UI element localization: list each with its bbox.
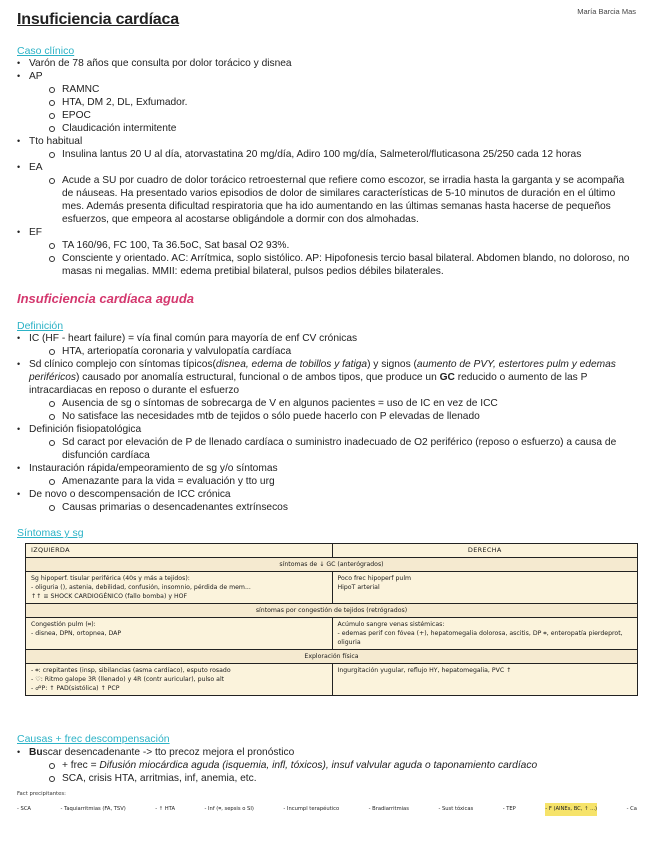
list-item: • Definición fisiopatológica Sd caract por elevación de P de llenado cardíaca o suministro inadecuado de O2 periférico (reposo o esfuerzo) a causa de disfunción cardíaca xyxy=(17,423,632,462)
caso-clinico-list xyxy=(17,57,632,278)
list-item: • EF TA 160/96, FC 100, Ta 36.5oC, Sat basal O2 93%. Consciente y orientado. AC: Arrítmica, soplo sistólico. AP: Hipofonesis tercio basal bilateral. Abdomen blando, no doloroso, no masas ni megalias. MMII: edema pretibial bilateral, pulsos pedios débiles bilaterales. xyxy=(17,226,632,278)
list-item: • Sd clínico complejo con síntomas típicos(disnea, edema de tobillos y fatiga) y signos (aumento de PVY, estertores pulm y edemas periféricos) causado por anomalía estructural, funcional o de ambos tipos, que produce un GC reducido o aumento de las P intracardiacas en reposo o durante el esfuerzo Ausencia de sg o síntomas de sobrecarga de V en algunos pacientes = uso de IC en vez de ICC No satisface las necesidades mtb de tejidos o sólo puede hacerlo con P elevadas de llenado xyxy=(17,358,632,423)
band-exploracion: Exploración física xyxy=(26,650,637,663)
section-causas-heading[interactable]: Causas + frec descompensación xyxy=(17,733,170,745)
list-item: • Buscar desencadenante -> tto precoz mejora el pronóstico + frec = Difusión miocárdica aguda (isquemia, infl, tóxicos), insuf valvular aguda o taponamiento cardíaco SCA, crisis HTA, arritmias, inf, anemia, etc. xyxy=(17,746,632,785)
symptoms-table xyxy=(25,543,638,696)
column-header-right: DERECHA xyxy=(332,544,638,557)
list-item: • EA Acude a SU por cuadro de dolor torácico retroesternal que refiere como escozor, se irradia hasta la garganta y se acompaña de náuseas. Ha presentado varios episodios de dolor de similares características de 5-10 minutos de duración en el último mes. Además presenta dificultad respiratoria que ha ido aumentando en las últimas semanas hasta hacerse de pequeños esfuerzos, que empeora al acostarse obligándole a dormir con dos almohadas. xyxy=(17,161,632,226)
list-subitem: Amenazante para la vida = evaluación y tto urg xyxy=(29,475,632,488)
list-item: • IC (HF - heart failure) = vía final común para mayoría de enf CV crónicas HTA, arteriopatía coronaria y valvulopatía cardíaca xyxy=(17,332,632,358)
precipitants-label: Fact precipitantes: xyxy=(17,791,66,797)
list-item: • De novo o descompensación de ICC crónica Causas primarias o desencadenantes extrínsecos xyxy=(17,488,632,514)
band-congestion: síntomas por congestión de tejidos (retrógrados) xyxy=(26,604,637,617)
definicion-list xyxy=(17,332,632,514)
list-item: • AP RAMNC HTA, DM 2, DL, Exfumador. EPOC Claudicación intermitente xyxy=(17,70,632,135)
section-aguda-heading: Insuficiencia cardíaca aguda xyxy=(17,291,195,306)
band-low-output: síntomas de ↓ GC (anterógrados) xyxy=(26,558,637,571)
list-subitem: HTA, arteriopatía coronaria y valvulopatía cardíaca xyxy=(29,345,632,358)
precipitant-item: - Incumpl terapéutico xyxy=(283,806,340,812)
list-subitem: HTA, DM 2, DL, Exfumador. xyxy=(29,96,632,109)
causas-list xyxy=(17,746,632,785)
precipitant-item: - F (AINEs, BC, ↑ ...) xyxy=(545,803,597,816)
list-subitem: + frec = Difusión miocárdica aguda (isquemia, infl, tóxicos), insuf valvular aguda o taponamiento cardíaco xyxy=(29,759,632,772)
list-subitem: Sd caract por elevación de P de llenado cardíaca o suministro inadecuado de O2 periférico (reposo o esfuerzo) a causa de disfunción cardíaca xyxy=(29,436,632,462)
cell-left-exploracion: - ⌗: crepitantes (insp, sibilancias (asma cardíaco), esputo rosado - ♡: Ritmo galope 3R (llenado) y 4R (contr auricular), pulso alt - ☍P: ↑ PAD(sistólica) ↑ PCP xyxy=(31,667,231,692)
precipitant-item: - Bradiarritmias xyxy=(368,806,409,812)
cell-right-exploracion: Ingurgitación yugular, reflujo HY, hepatomegalia, PVC ↑ xyxy=(332,664,638,695)
list-subitem: Insulina lantus 20 U al día, atorvastatina 20 mg/día, Adiro 100 mg/día, Salmeterol/fluticasona 25/250 cada 12 horas xyxy=(29,148,632,161)
list-subitem: Ausencia de sg o síntomas de sobrecarga de V en algunos pacientes = uso de IC en vez de ICC xyxy=(29,397,632,410)
cell-right-low-output: Poco frec hipoperf pulm HipoT arterial xyxy=(332,572,638,603)
cell-left-congestion: Congestión pulm (⌗): - disnea, DPN, ortopnea, DAP xyxy=(31,621,122,637)
page-title: Insuficiencia cardíaca xyxy=(17,11,179,28)
list-subitem: Causas primarias o desencadenantes extrínsecos xyxy=(29,501,632,514)
list-subitem: RAMNC xyxy=(29,83,632,96)
list-item: • Instauración rápida/empeoramiento de sg y/o síntomas Amenazante para la vida = evaluación y tto urg xyxy=(17,462,632,488)
precipitant-item: - Inf (⌗, sepsis o SI) xyxy=(204,806,254,812)
section-sintomas-heading[interactable]: Síntomas y sg xyxy=(17,527,84,539)
cell-right-congestion: Acúmulo sangre venas sistémicas: - edemas perif con fóvea (+), hepatomegalia dolorosa, ascitis, DP ⌗, enteropatía pierdeprot, oliguria xyxy=(332,618,638,649)
precipitant-item: - SCA xyxy=(17,806,31,812)
list-item: • Varón de 78 años que consulta por dolor torácico y disnea xyxy=(17,57,632,70)
precipitant-item: - Taquiarritmias (FA, TSV) xyxy=(60,806,126,812)
precipitant-item: - ↑ HTA xyxy=(155,806,175,812)
section-caso-clinico-heading[interactable]: Caso clínico xyxy=(17,45,75,57)
list-subitem: Acude a SU por cuadro de dolor torácico retroesternal que refiere como escozor, se irradia hasta la garganta y se acompaña de náuseas. Ha presentado varios episodios de dolor de similares características de 5-10 minutos de duración en el último mes. Además presenta dificultad respiratoria que ha ido aumentando en las últimas semanas hasta hacerse de pequeños esfuerzos, que empeora al acostarse obligándole a dormir con dos almohadas. xyxy=(29,174,632,226)
column-header-left: IZQUIERDA xyxy=(31,546,70,554)
list-item: • Tto habitual Insulina lantus 20 U al día, atorvastatina 20 mg/día, Adiro 100 mg/día, Salmeterol/fluticasona 25/250 cada 12 horas xyxy=(17,135,632,161)
precipitant-item: - Sust tóxicas xyxy=(438,806,474,812)
list-subitem: TA 160/96, FC 100, Ta 36.5oC, Sat basal O2 93%. xyxy=(29,239,632,252)
precipitants-row xyxy=(17,803,637,816)
list-subitem: No satisface las necesidades mtb de tejidos o sólo puede hacerlo con P elevadas de llenado xyxy=(29,410,632,423)
list-subitem: Claudicación intermitente xyxy=(29,122,632,135)
precipitant-item: - TEP xyxy=(502,806,516,812)
list-subitem: SCA, crisis HTA, arritmias, inf, anemia, etc. xyxy=(29,772,632,785)
author-name: María Barcia Mas xyxy=(577,7,636,16)
precipitant-item: - Ca xyxy=(626,806,637,812)
cell-left-low-output: Sg hipoperf. tisular periférica (40s y más a tejidos): - oliguria (), astenia, debilidad, confusión, insomnio, pérdida de mem... ↑↑ ≡ SHOCK CARDIOGÉNICO (fallo bomba) y HOF xyxy=(31,575,251,600)
list-subitem: EPOC xyxy=(29,109,632,122)
section-definicion-heading[interactable]: Definición xyxy=(17,320,64,332)
list-subitem: Consciente y orientado. AC: Arrítmica, soplo sistólico. AP: Hipofonesis tercio basal bilateral. Abdomen blando, no doloroso, no masas ni megalias. MMII: edema pretibial bilateral, pulsos pedios débiles bilaterales. xyxy=(29,252,632,278)
